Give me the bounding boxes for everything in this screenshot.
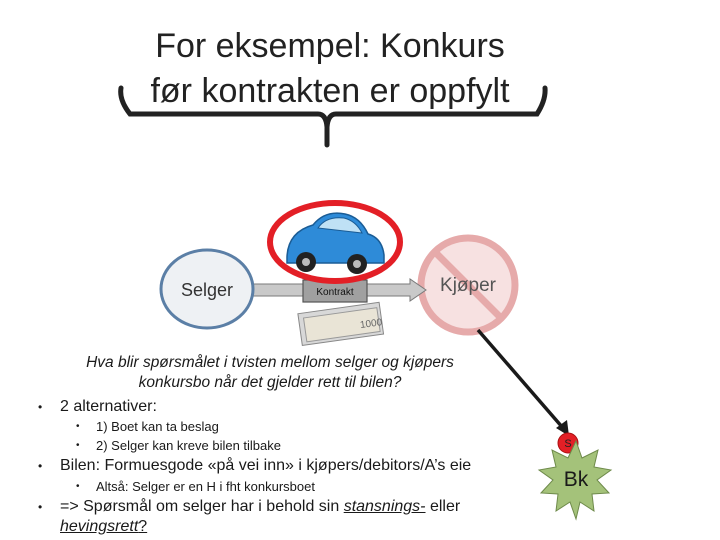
sub-bullet-creditor [76,477,315,497]
bullet-alternatives-text: 2 alternativer: [60,398,157,415]
bullet-question [38,497,460,517]
bullet-question-emphasis: stansnings- [343,498,426,515]
small-s-label: S [564,438,572,450]
money-icon [298,302,384,345]
contract-label: Kontrakt [316,287,354,298]
car-icon [287,213,384,274]
sub-bullet-creditor-text: Altså: Selger er en H i fht konkursboet [96,479,315,494]
buyer-label: Kjøper [440,275,496,296]
sub-bullet-dot: • [76,440,80,451]
seller-label: Selger [180,280,234,300]
bullet-question-suffix: ? [138,518,148,535]
question-text: Hva blir spørsmålet i tvisten mellom selger og kjøpers konkursbo når det gjelder rett til bilen? [86,354,454,391]
sub-bullet-dot: • [76,481,80,492]
bullet-asset-text: Bilen: Formuesgode «på vei inn» i kjøpers/debitors/A’s eie [60,457,472,474]
bullet-question-emphasis-2: hevingsrett [60,518,139,535]
bankrupt-label: Bk [563,468,589,491]
slide-title-line-2: før kontrakten er oppfylt [150,72,510,110]
bullet-dot: • [38,459,43,473]
buyer-circle [421,238,515,332]
title-brace [121,88,545,145]
bullet-question-mid: eller [425,498,461,515]
sub-bullet-dot: • [76,421,80,432]
sub-bullet-reclaim [76,436,281,456]
sub-bullet-seize [76,417,219,437]
bullet-question-text [60,498,460,515]
seller-circle [161,250,253,328]
bankruptcy-arrow [478,330,563,428]
bullet-dot: • [38,500,43,514]
bullet-question-prefix: => Spørsmål om selger har i behold sin [60,498,344,515]
slide-title-line-1: For eksempel: Konkurs [155,27,505,65]
bullet-asset [38,456,471,476]
bullet-dot: • [38,400,43,414]
money-text: 1000 [359,317,383,332]
sub-bullet-seize-text: 1) Boet kan ta beslag [96,419,219,434]
bullet-alternatives [38,397,157,417]
sub-bullet-reclaim-text: 2) Selger kan kreve bilen tilbake [96,438,281,453]
bullet-question-line2 [60,517,147,537]
